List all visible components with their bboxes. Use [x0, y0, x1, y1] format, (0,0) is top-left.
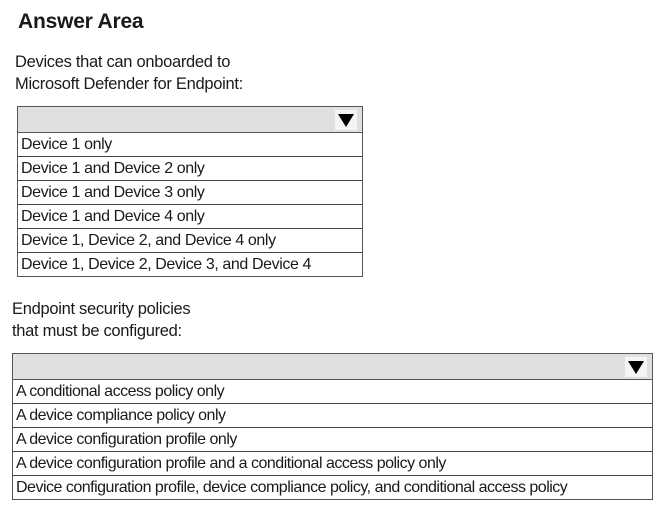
question-1-dropdown[interactable]: [17, 106, 363, 277]
question-1-prompt-line: Devices that can onboarded to: [15, 53, 231, 71]
chevron-down-icon[interactable]: [625, 357, 647, 377]
question-2-option[interactable]: A device configuration profile only: [13, 428, 652, 452]
question-2-prompt-line: Endpoint security policies: [12, 300, 191, 318]
answer-area-title: Answer Area: [18, 10, 144, 33]
question-2-option[interactable]: A conditional access policy only: [13, 380, 652, 404]
question-1-option[interactable]: Device 1 and Device 2 only: [18, 157, 362, 181]
question-2-dropdown-selected[interactable]: [13, 354, 652, 380]
question-1-prompt-line: Microsoft Defender for Endpoint:: [15, 75, 243, 93]
chevron-down-icon[interactable]: [335, 110, 357, 130]
question-1-option[interactable]: Device 1 and Device 3 only: [18, 181, 362, 205]
question-2-option[interactable]: A device compliance policy only: [13, 404, 652, 428]
question-1-prompt: [15, 51, 243, 95]
question-1-dropdown-selected[interactable]: [18, 107, 362, 133]
question-2-option[interactable]: Device configuration profile, device compliance policy, and conditional access policy: [16, 479, 568, 496]
question-2-option[interactable]: A device configuration profile and a conditional access policy only: [13, 452, 652, 476]
question-2-dropdown[interactable]: [12, 353, 653, 500]
question-1-option[interactable]: Device 1 only: [18, 133, 362, 157]
question-1-option[interactable]: Device 1, Device 2, and Device 4 only: [18, 229, 362, 253]
question-2-prompt: [12, 298, 190, 342]
question-1-option[interactable]: Device 1, Device 2, Device 3, and Device 4: [21, 256, 312, 273]
question-1-option[interactable]: Device 1 and Device 4 only: [18, 205, 362, 229]
question-2-prompt-line: that must be configured:: [12, 322, 182, 340]
